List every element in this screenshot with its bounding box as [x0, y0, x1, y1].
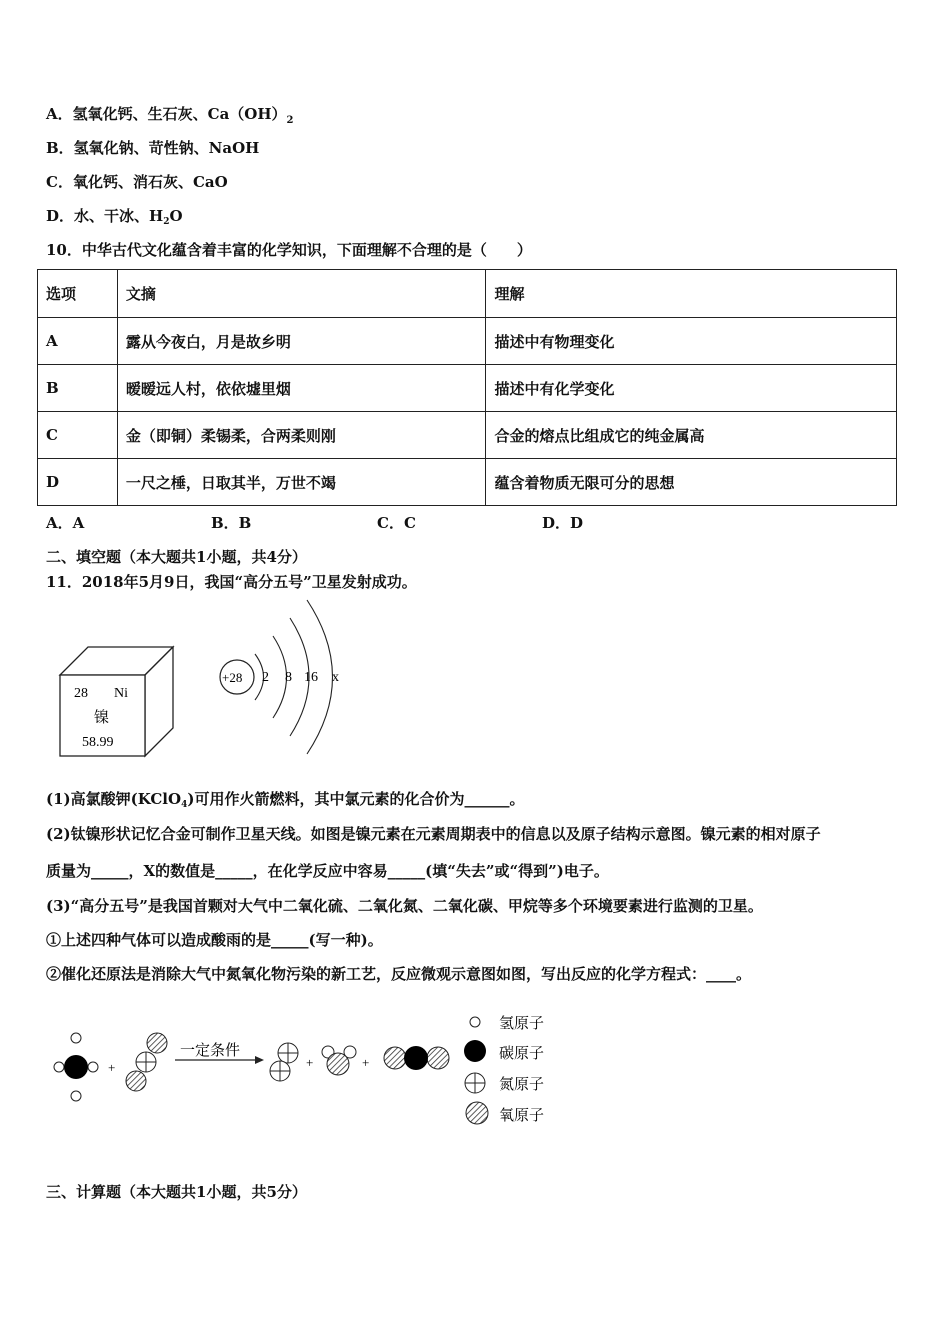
q11-part-1-text: (1)高氯酸钾(KClO	[46, 790, 182, 808]
legend-oxygen-icon	[466, 1102, 488, 1124]
reaction-legend	[464, 1014, 544, 1124]
q9-option-a	[46, 103, 294, 124]
q11-part-3-2: ②催化还原法是消除大气中氮氧化物污染的新工艺，反应微观示意图如图，写出反应的化学方程式：____。	[46, 965, 752, 983]
legend-oxygen-label: 氧原子	[499, 1106, 545, 1124]
q9-option-d	[46, 205, 183, 226]
nitrogen-atom	[278, 1043, 298, 1063]
hydrogen-atom	[71, 1091, 81, 1101]
legend-nitrogen-label: 氮原子	[499, 1075, 545, 1093]
row-excerpt: 金（即铜）柔锡柔，合两柔则刚	[117, 412, 486, 459]
table-header-row	[38, 270, 897, 318]
answer-option-b: B．B	[211, 514, 252, 532]
row-excerpt: 暧暧远人村，依依墟里烟	[117, 365, 486, 412]
element-card-figure	[58, 645, 178, 760]
hydrogen-atom	[54, 1062, 64, 1072]
methane-molecule	[54, 1033, 98, 1101]
carbon-atom	[64, 1055, 88, 1079]
element-number: 28	[74, 686, 88, 701]
nitrogen-atom	[270, 1061, 290, 1081]
row-option: D	[38, 459, 118, 506]
water-molecule	[322, 1046, 356, 1075]
legend-nitrogen-icon	[465, 1073, 485, 1093]
nitrogen-atom	[136, 1052, 156, 1072]
nucleus-charge: +28	[222, 670, 243, 685]
reaction-diagram	[50, 1010, 570, 1130]
header-option: 选项	[38, 270, 118, 318]
element-mass: 58.99	[82, 735, 114, 750]
reaction-arrow-head	[255, 1056, 264, 1064]
shell-electrons-1: 2	[262, 670, 269, 685]
nitrogen-dioxide-molecule	[126, 1033, 167, 1091]
hydrogen-atom	[88, 1062, 98, 1072]
q11-part-2-line-1: (2)钛镍形状记忆合金可制作卫星天线。如图是镍元素在元素周期表中的信息以及原子结构示意图。镍元素的相对原子	[46, 825, 821, 843]
row-meaning: 描述中有物理变化	[486, 318, 897, 365]
answer-option-d: D．D	[542, 514, 584, 532]
q9-option-b-text: B．氢氧化钠、苛性钠、NaOH	[46, 139, 260, 157]
header-meaning: 理解	[486, 270, 897, 318]
legend-carbon-icon	[464, 1040, 486, 1062]
row-meaning: 合金的熔点比组成它的纯金属高	[486, 412, 897, 459]
element-symbol: Ni	[114, 686, 128, 701]
row-excerpt: 露从今夜白，月是故乡明	[117, 318, 486, 365]
oxygen-atom	[384, 1047, 406, 1069]
q11-stem: 11．2018年5月9日，我国“高分五号”卫星发射成功。	[46, 573, 417, 591]
shell-electrons-4: x	[332, 670, 339, 685]
legend-carbon-label: 碳原子	[499, 1044, 545, 1062]
q9-option-c	[46, 171, 228, 192]
plus-sign: +	[306, 1055, 314, 1070]
section-2-heading: 二、填空题（本大题共1小题，共4分）	[46, 548, 307, 566]
q9-option-d-text: D．水、干冰、H	[46, 207, 164, 225]
shell-electrons-3: 16	[304, 670, 318, 685]
q11-part-3-1: ①上述四种气体可以造成酸雨的是_____(写一种)。	[46, 931, 383, 949]
table-row	[38, 412, 897, 459]
oxygen-atom	[327, 1053, 349, 1075]
q11-part-1-text-end: )可用作火箭燃料，其中氯元素的化合价为______。	[187, 790, 525, 808]
answer-option-a: A．A	[46, 514, 85, 532]
atom-structure-figure	[210, 598, 360, 753]
q10-table	[37, 269, 897, 506]
q11-part-1	[46, 788, 524, 809]
legend-hydrogen-label: 氢原子	[499, 1014, 545, 1032]
q10-stem: 10．中华古代文化蕴含着丰富的化学知识，下面理解不合理的是（ ）	[46, 241, 532, 259]
section-3-heading: 三、计算题（本大题共1小题，共5分）	[46, 1183, 307, 1201]
row-option: C	[38, 412, 118, 459]
oxygen-atom	[147, 1033, 167, 1053]
plus-sign: +	[108, 1060, 116, 1075]
element-name: 镍	[94, 710, 110, 726]
plus-sign: +	[362, 1055, 370, 1070]
oxygen-atom	[126, 1071, 146, 1091]
legend-hydrogen-icon	[470, 1017, 480, 1027]
table-row	[38, 318, 897, 365]
reaction-condition: 一定条件	[180, 1041, 241, 1059]
q9-option-d-subscript: 2	[163, 217, 170, 227]
row-meaning: 蕴含着物质无限可分的思想	[486, 459, 897, 506]
row-option: A	[38, 318, 118, 365]
shell-electrons-2: 8	[285, 670, 292, 685]
row-option: B	[38, 365, 118, 412]
q9-option-b	[46, 137, 259, 158]
q9-option-a-text: A．氢氧化钙、生石灰、Ca（OH）	[46, 105, 287, 123]
nitrogen-molecule	[270, 1043, 298, 1081]
row-excerpt: 一尺之棰，日取其半，万世不竭	[117, 459, 486, 506]
q9-option-a-subscript: 2	[286, 115, 294, 126]
q11-part-3: (3)“高分五号”是我国首颗对大气中二氧化硫、二氧化氮、二氧化碳、甲烷等多个环境要素进行监测的卫星。	[46, 897, 763, 915]
header-excerpt: 文摘	[117, 270, 486, 318]
row-meaning: 描述中有化学变化	[486, 365, 897, 412]
answer-option-c: C．C	[377, 514, 416, 532]
table-row	[38, 365, 897, 412]
q11-part-1-subscript: 4	[181, 800, 188, 810]
table-row	[38, 459, 897, 506]
q9-option-c-text: C．氧化钙、消石灰、CaO	[46, 173, 228, 191]
carbon-dioxide-molecule	[384, 1046, 449, 1070]
hydrogen-atom	[71, 1033, 81, 1043]
q9-option-d-text-end: O	[169, 207, 183, 225]
carbon-atom	[404, 1046, 428, 1070]
q11-part-2-line-2: 质量为_____，X的数值是_____，在化学反应中容易_____(填“失去”或“得到”)电子。	[46, 862, 609, 880]
oxygen-atom	[427, 1047, 449, 1069]
